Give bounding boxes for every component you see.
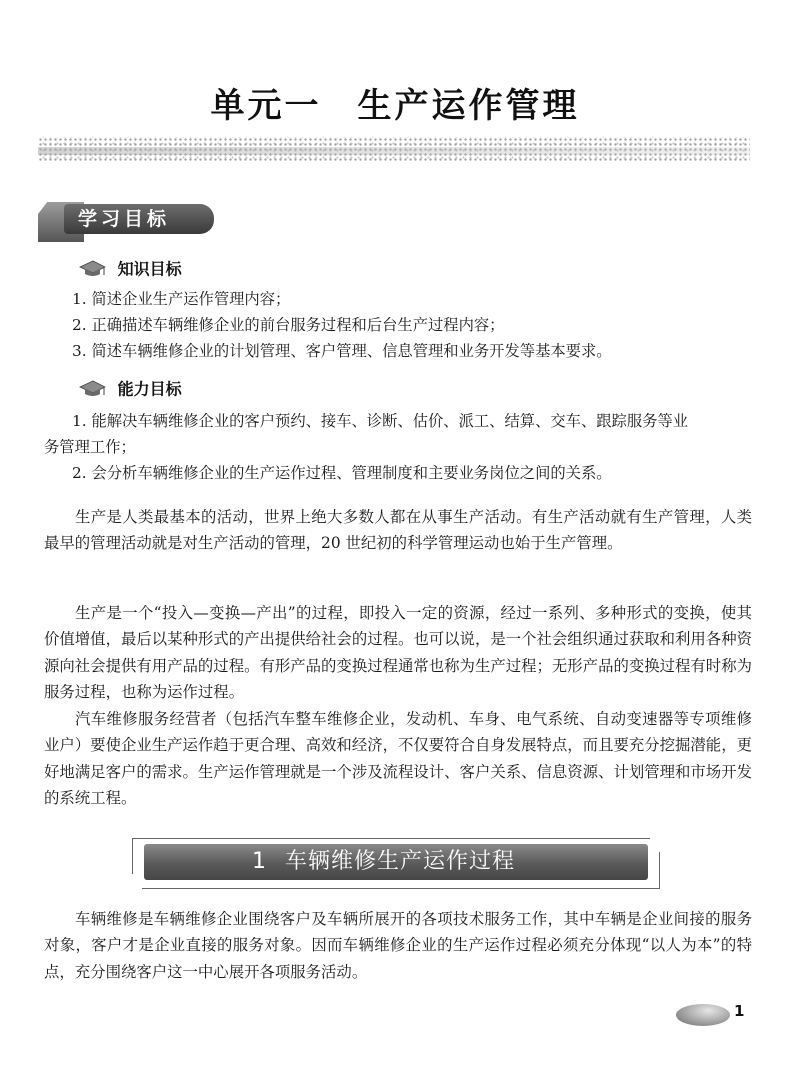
list-item: 1. 简述企业生产运作管理内容； <box>72 290 291 308</box>
list-item: 2. 会分析车辆维修企业的生产运作过程、管理制度和主要业务岗位之间的关系。 <box>72 464 612 482</box>
frame-line <box>132 838 133 874</box>
list-item-continuation: 务管理工作； <box>44 438 136 456</box>
section-body-paragraph: 车辆维修是车辆维修企业围绕客户及车辆所展开的各项技术服务工作，其中车辆是企业间接的服务对象，客户才是企业直接的服务对象。因而车辆维修企业的生产运作过程必须充分体现“以人为本”的特点，充分围绕客户这一中心展开各项服务活动。 <box>44 910 752 981</box>
list-item: 3. 简述车辆维修企业的计划管理、客户管理、信息管理和业务开发等基本要求。 <box>72 342 612 360</box>
title-divider-band <box>38 137 750 163</box>
section-heading <box>252 846 515 878</box>
body-paragraph: 生产是一个“投入—变换—产出”的过程，即投入一定的资源，经过一系列、多种形式的变换，使其价值增值，最后以某种形式的产出提供给社会的过程。也可以说，是一个社会组织通过获取和利用各种资源向社会提供有用产品的过程。有形产品的变换过程通常也称为生产过程；无形产品的变换过程有时称为服务过程，也称为运作过程。 <box>44 604 752 701</box>
graduation-cap-icon <box>78 259 106 281</box>
unit-name: 生产运作管理 <box>357 86 580 126</box>
knowledge-objectives-heading <box>78 256 182 282</box>
page-number-decoration <box>676 1004 730 1026</box>
unit-title <box>0 78 790 127</box>
ability-heading-text: 能力目标 <box>117 379 182 399</box>
body-paragraph: 生产是人类最基本的活动，世界上绝大多数人都在从事生产活动。有生产活动就有生产管理，人类最早的管理活动就是对生产活动的管理，20 世纪初的科学管理运动也始于生产管理。 <box>44 508 752 553</box>
page-number: 1 <box>734 1002 745 1020</box>
frame-line <box>132 838 650 839</box>
list-item: 2. 正确描述车辆维修企业的前台服务过程和后台生产过程内容； <box>72 316 505 334</box>
section-heading-frame <box>132 838 660 890</box>
knowledge-objectives-list <box>44 286 750 364</box>
learning-objectives-label: 学习目标 <box>78 208 171 230</box>
unit-number: 单元一 <box>210 86 322 126</box>
section-number: 1 <box>252 849 267 874</box>
frame-line <box>142 888 660 889</box>
ability-objectives-heading <box>78 376 182 402</box>
section-title: 车辆维修生产运作过程 <box>285 849 516 874</box>
knowledge-heading-text: 知识目标 <box>117 259 182 279</box>
page-footer <box>676 998 756 1032</box>
graduation-cap-icon <box>78 379 106 401</box>
frame-line <box>659 852 660 888</box>
learning-objectives-tab <box>38 196 214 242</box>
list-item: 1. 能解决车辆维修企业的客户预约、接车、诊断、估价、派工、结算、交车、跟踪服务等业 <box>72 412 689 430</box>
body-paragraph: 汽车维修服务经营者（包括汽车整车维修企业，发动机、车身、电气系统、自动变速器等专项维修业户）要使企业生产运作趋于更合理、高效和经济，不仅要符合自身发展特点，而且要充分挖掘潜能，更好地满足客户的需求。生产运作管理就是一个涉及流程设计、客户关系、信息资源、计划管理和市场开发的系统工程。 <box>44 710 752 807</box>
ability-objectives-list <box>44 408 750 486</box>
